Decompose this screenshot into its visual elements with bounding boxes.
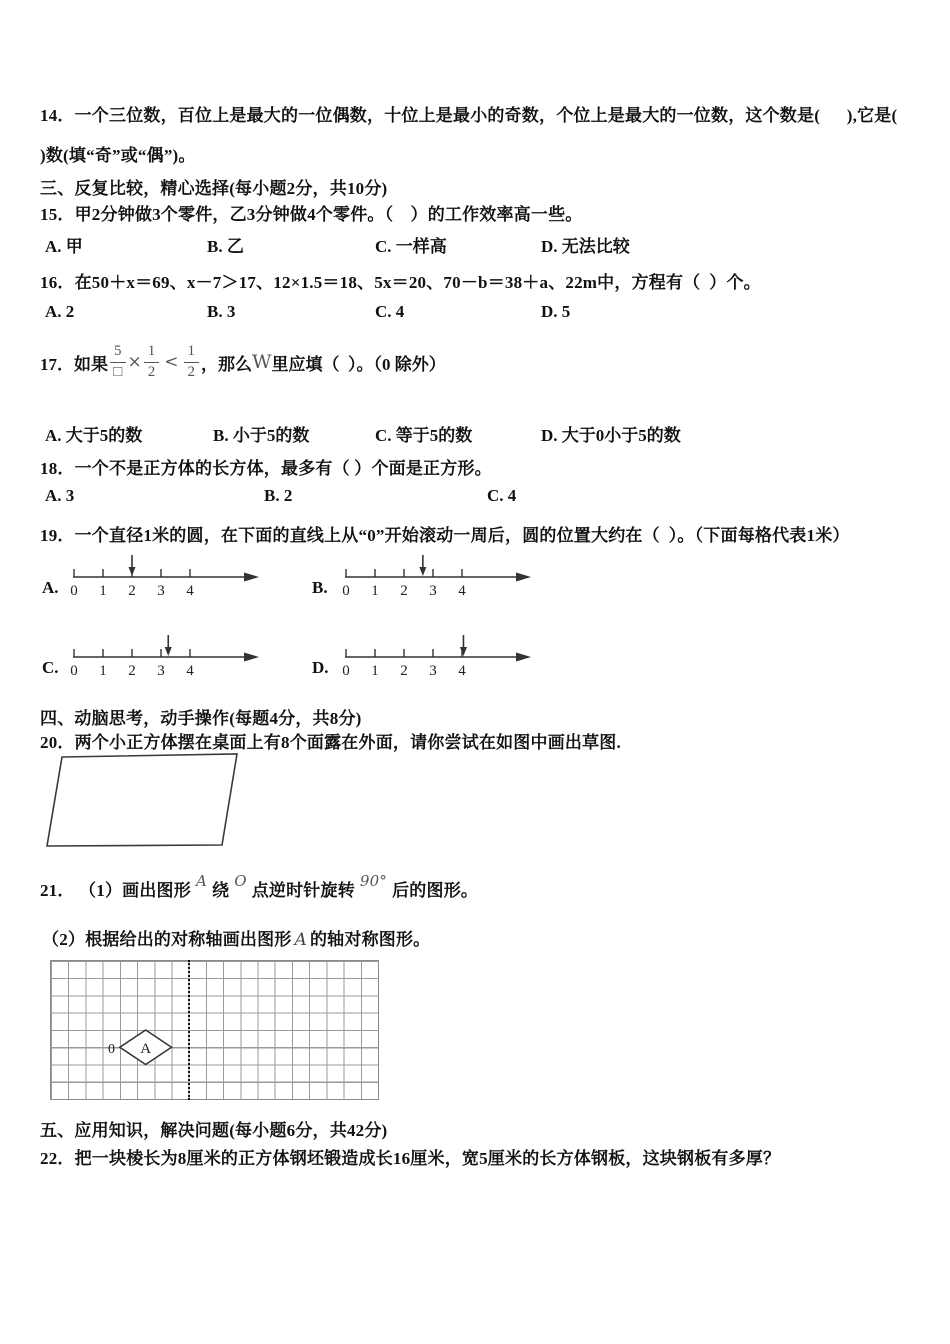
section-three-heading: 三、反复比较，精心选择(每小题2分，共10分): [40, 179, 388, 198]
tick-label: 1: [371, 663, 379, 679]
tick-label: 2: [400, 663, 408, 679]
fraction-1-over-2: $\frac{1}{2}$: [144, 342, 160, 382]
q17-option-b: B. 小于5的数: [213, 426, 310, 445]
right-arrowhead-icon: [244, 653, 259, 662]
q14-line1: 14．一个三位数，百位上是最大的一位偶数，十位上是最小的奇数，个位上是最大的一位数，这个数是( ),它是(: [40, 106, 898, 125]
q17-prefix: 17．如果: [40, 354, 108, 374]
parallelogram-figure: [38, 748, 250, 852]
tick-label: 1: [99, 663, 107, 679]
q17-option-a: A. 大于5的数: [45, 426, 143, 445]
tick-label: 0: [342, 583, 350, 599]
q15-option-d: D. 无法比较: [541, 237, 630, 256]
box-symbol: W: [252, 351, 272, 373]
rotation-center-label: 0: [108, 1042, 115, 1057]
number-line-d: [342, 627, 542, 685]
number-line-c: [70, 627, 270, 685]
q19-stem: 19．一个直径1米的圆，在下面的直线上从“0”开始滚动一周后，圆的位置大约在（ ）。（下面每格代表1米）: [40, 526, 850, 545]
tick-label: 3: [429, 583, 437, 599]
q16-option-a: A. 2: [45, 302, 75, 321]
q21-part1: 21． （1）画出图形 A 绕 O 点逆时针旋转 90° 后的图形。: [40, 872, 479, 900]
q18-stem: 18．一个不是正方体的长方体，最多有（ ）个面是正方形。: [40, 459, 492, 478]
tick-label: 1: [371, 583, 379, 599]
tick-label: 0: [70, 663, 78, 679]
q18-option-b: B. 2: [264, 486, 293, 505]
position-arrow-icon: [419, 555, 426, 576]
tick-label: 0: [70, 583, 78, 599]
q15-stem: 15．甲2分钟做3个零件，乙3分钟做4个零件。（ ）的工作效率高一些。: [40, 205, 583, 224]
q22-stem: 22．把一块棱长为8厘米的正方体钢坯锻造成长16厘米，宽5厘米的长方体钢板，这块钢板有多厚？: [40, 1149, 781, 1168]
q19-line-b-label: B.: [312, 578, 328, 597]
number-line-a: [70, 547, 270, 605]
q20-stem: 20．两个小正方体摆在桌面上有8个面露在外面，请你尝试在如图中画出草图.: [40, 733, 621, 752]
tick-label: 4: [186, 583, 194, 599]
number-line-b: [342, 547, 542, 605]
figure-label-A: A: [294, 930, 307, 950]
q17-option-c: C. 等于5的数: [375, 426, 473, 445]
section-four-heading: 四、动脑思考，动手操作(每题4分，共8分): [40, 709, 362, 728]
q18-option-c: C. 4: [487, 486, 517, 505]
position-arrow-icon: [129, 555, 136, 576]
right-arrowhead-icon: [244, 573, 259, 582]
q16-option-c: C. 4: [375, 302, 405, 321]
position-arrow-icon: [460, 635, 467, 656]
q15-option-a: A. 甲: [45, 237, 83, 256]
q17-stem: [40, 334, 446, 390]
tick-label: 3: [429, 663, 437, 679]
figure-label-A: A: [195, 872, 207, 890]
tick-label: 2: [128, 583, 136, 599]
right-arrowhead-icon: [516, 573, 531, 582]
multiply-sign: ×: [127, 352, 142, 372]
q16-option-b: B. 3: [207, 302, 236, 321]
q18-option-a: A. 3: [45, 486, 75, 505]
tick-label: 2: [128, 663, 136, 679]
q21-part2: （2）根据给出的对称轴画出图形 A 的轴对称图形。: [42, 930, 431, 950]
fraction-1-over-2b: $\frac{1}{2}$: [184, 342, 200, 382]
less-than-sign: <: [164, 352, 179, 372]
q17-suffix: 里应填（ ）。（0 除外）: [271, 354, 446, 374]
q14-line2: )数(填“奇”或“偶”)。: [40, 146, 196, 165]
tick-label: 4: [186, 663, 194, 679]
q16-stem: 16．在50＋x＝69、x－7＞17、12×1.5＝18、5x＝20、70－b＝38＋a、22m中，方程有（ ）个。: [40, 273, 761, 292]
q16-option-d: D. 5: [541, 302, 571, 321]
position-arrow-icon: [165, 635, 172, 656]
q15-option-b: B. 乙: [207, 237, 244, 256]
q15-option-c: C. 一样高: [375, 237, 447, 256]
tick-label: 4: [458, 583, 466, 599]
q17-option-d: D. 大于0小于5的数: [541, 426, 681, 445]
q19-line-a-label: A.: [42, 578, 59, 597]
tick-label: 3: [157, 663, 165, 679]
q17-mid: ，那么: [201, 354, 252, 374]
tick-label: 3: [157, 583, 165, 599]
shape-label: A: [140, 1041, 152, 1057]
q19-line-c-label: C.: [42, 658, 59, 677]
tick-label: 0: [342, 663, 350, 679]
tick-label: 4: [458, 663, 466, 679]
angle-90-label: 90°: [359, 872, 388, 890]
fraction-5-over-box: $\frac{5}{□}$: [110, 342, 126, 382]
diamond-shape-A: [51, 961, 378, 1099]
section-five-heading: 五、应用知识，解决问题(每小题6分，共42分): [40, 1121, 388, 1140]
tick-label: 1: [99, 583, 107, 599]
q19-line-d-label: D.: [312, 658, 329, 677]
point-label-O: O: [234, 872, 247, 890]
tick-label: 2: [400, 583, 408, 599]
symmetry-grid-figure: [50, 960, 379, 1100]
right-arrowhead-icon: [516, 653, 531, 662]
